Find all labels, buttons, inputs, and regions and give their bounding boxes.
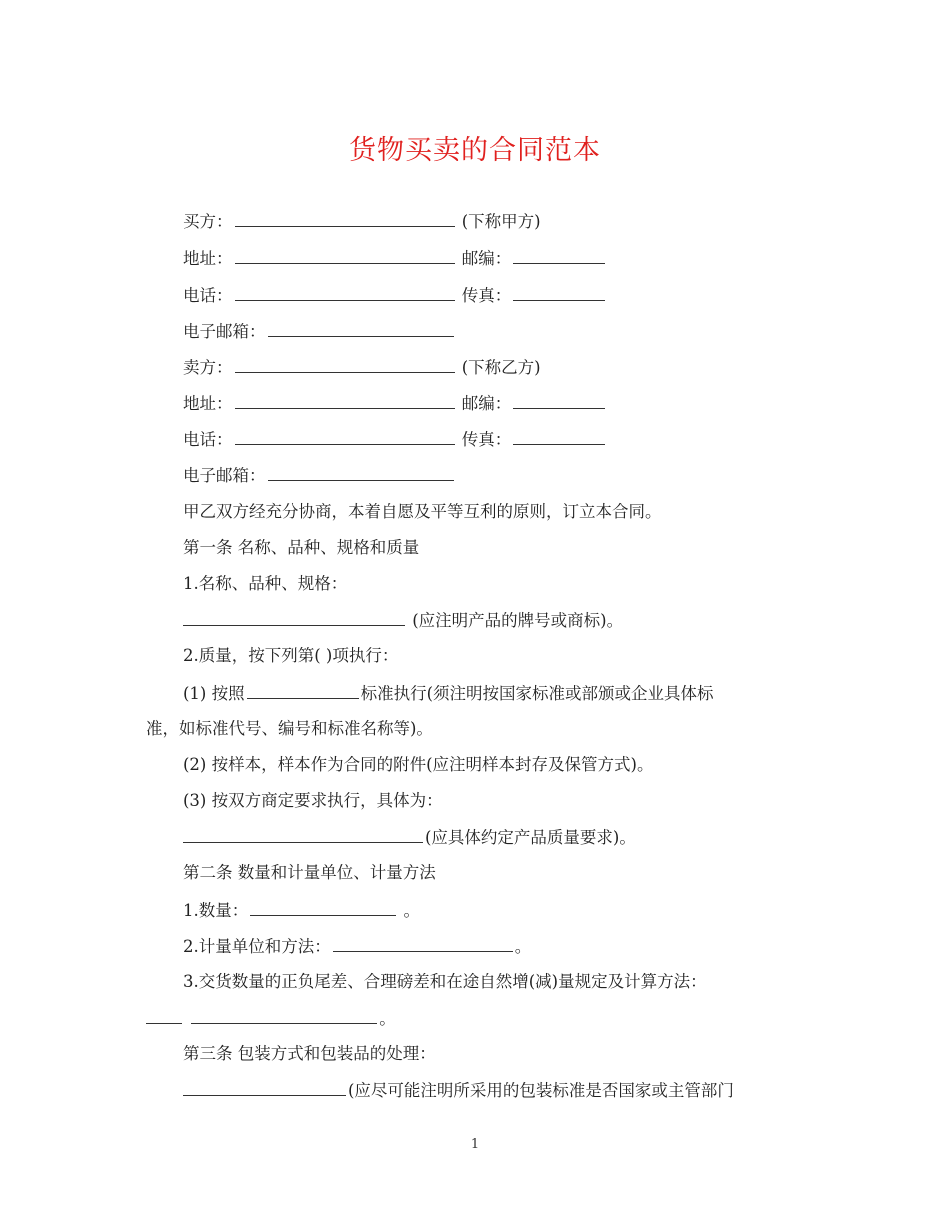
article2-item1-label: 1.数量： xyxy=(183,901,249,920)
article1-sub3-note: (应具体约定产品质量要求)。 xyxy=(425,828,636,847)
seller-email-blank[interactable] xyxy=(268,464,454,481)
page-number: 1 xyxy=(470,1137,480,1152)
article1-sub1-cont: 准，如标准代号、编号和标准名称等)。 xyxy=(146,719,433,738)
seller-address-line xyxy=(183,392,607,414)
article2-item3-fill-line xyxy=(146,1007,396,1029)
buyer-address-label: 地址： xyxy=(183,249,233,268)
buyer-name-suffix: (下称甲方) xyxy=(461,212,541,231)
article1-item2-label: 2.质量，按下列第( )项执行： xyxy=(183,646,399,665)
seller-postcode-label: 邮编： xyxy=(461,394,512,413)
article1-heading: 第一条 名称、品种、规格和质量 xyxy=(183,538,420,557)
buyer-phone-line xyxy=(183,284,607,306)
document-title: 货物买卖的合同范本 xyxy=(349,135,601,166)
seller-address-blank[interactable] xyxy=(235,392,455,409)
article3-note: (应尽可能注明所采用的包装标准是否国家或主管部门 xyxy=(348,1081,734,1100)
article1-sub3-fill-line xyxy=(183,826,636,848)
buyer-fax-blank[interactable] xyxy=(513,284,605,301)
article1-sub1-line xyxy=(183,682,714,704)
article1-sub3-blank[interactable] xyxy=(183,826,423,843)
seller-name-label: 卖方： xyxy=(183,358,233,377)
seller-postcode-blank[interactable] xyxy=(513,392,605,409)
article2-item2-label: 2.计量单位和方法： xyxy=(183,937,331,956)
preamble: 甲乙双方经充分协商，本着自愿及平等互利的原则，订立本合同。 xyxy=(183,502,662,521)
seller-fax-blank[interactable] xyxy=(513,428,605,445)
buyer-name-blank[interactable] xyxy=(235,210,455,227)
article2-item2-line xyxy=(183,935,531,957)
buyer-email-blank[interactable] xyxy=(268,320,454,337)
article1-item1-note: (应注明产品的牌号或商标)。 xyxy=(412,611,624,630)
buyer-name-label: 买方： xyxy=(183,212,233,231)
buyer-email-label: 电子邮箱： xyxy=(183,322,266,341)
buyer-address-blank[interactable] xyxy=(235,247,455,264)
article2-heading: 第二条 数量和计量单位、计量方法 xyxy=(183,863,436,882)
article3-blank[interactable] xyxy=(183,1079,346,1096)
article1-sub3: (3) 按双方商定要求执行，具体为： xyxy=(183,791,443,810)
seller-name-suffix: (下称乙方) xyxy=(461,358,541,377)
buyer-name-line xyxy=(183,210,541,232)
buyer-postcode-blank[interactable] xyxy=(513,247,605,264)
article2-item2-end: 。 xyxy=(514,937,532,956)
article1-sub2: (2) 按样本，样本作为合同的附件(应注明样本封存及保管方式)。 xyxy=(183,755,654,774)
article1-item1-label: 1.名称、品种、规格： xyxy=(183,574,348,593)
seller-phone-label: 电话： xyxy=(183,430,233,449)
seller-email-label: 电子邮箱： xyxy=(183,466,266,485)
seller-name-line xyxy=(183,356,541,378)
article2-item2-blank[interactable] xyxy=(333,935,513,952)
article2-item1-blank[interactable] xyxy=(250,899,396,916)
buyer-phone-label: 电话： xyxy=(183,286,233,305)
buyer-phone-blank[interactable] xyxy=(235,284,455,301)
seller-phone-blank[interactable] xyxy=(235,428,455,445)
article2-item3-end: 。 xyxy=(379,1009,396,1028)
article2-item3-label: 3.交货数量的正负尾差、合理磅差和在途自然增(减)量规定及计算方法： xyxy=(183,972,707,991)
buyer-email-line xyxy=(183,320,456,342)
article1-item1-blank[interactable] xyxy=(183,609,405,626)
article2-item3-blank-short[interactable] xyxy=(146,1007,182,1024)
seller-fax-label: 传真： xyxy=(461,430,512,449)
seller-email-line xyxy=(183,464,456,486)
seller-phone-line xyxy=(183,428,607,450)
article2-item1-line xyxy=(183,899,420,921)
seller-name-blank[interactable] xyxy=(235,356,455,373)
article2-item1-end: 。 xyxy=(403,901,420,920)
article2-item3-blank[interactable] xyxy=(191,1007,377,1024)
buyer-fax-label: 传真： xyxy=(461,286,512,305)
article1-sub1-blank[interactable] xyxy=(247,682,359,699)
article1-item1-fill-line xyxy=(183,609,623,631)
article1-sub1-suffix: 标准执行(须注明按国家标准或部颁或企业具体标 xyxy=(360,684,714,703)
buyer-address-line xyxy=(183,247,607,269)
article3-heading: 第三条 包装方式和包装品的处理： xyxy=(183,1044,436,1063)
buyer-postcode-label: 邮编： xyxy=(461,249,512,268)
seller-address-label: 地址： xyxy=(183,394,233,413)
article3-fill-line xyxy=(183,1079,734,1101)
article1-sub1-prefix: (1) 按照 xyxy=(183,684,245,703)
